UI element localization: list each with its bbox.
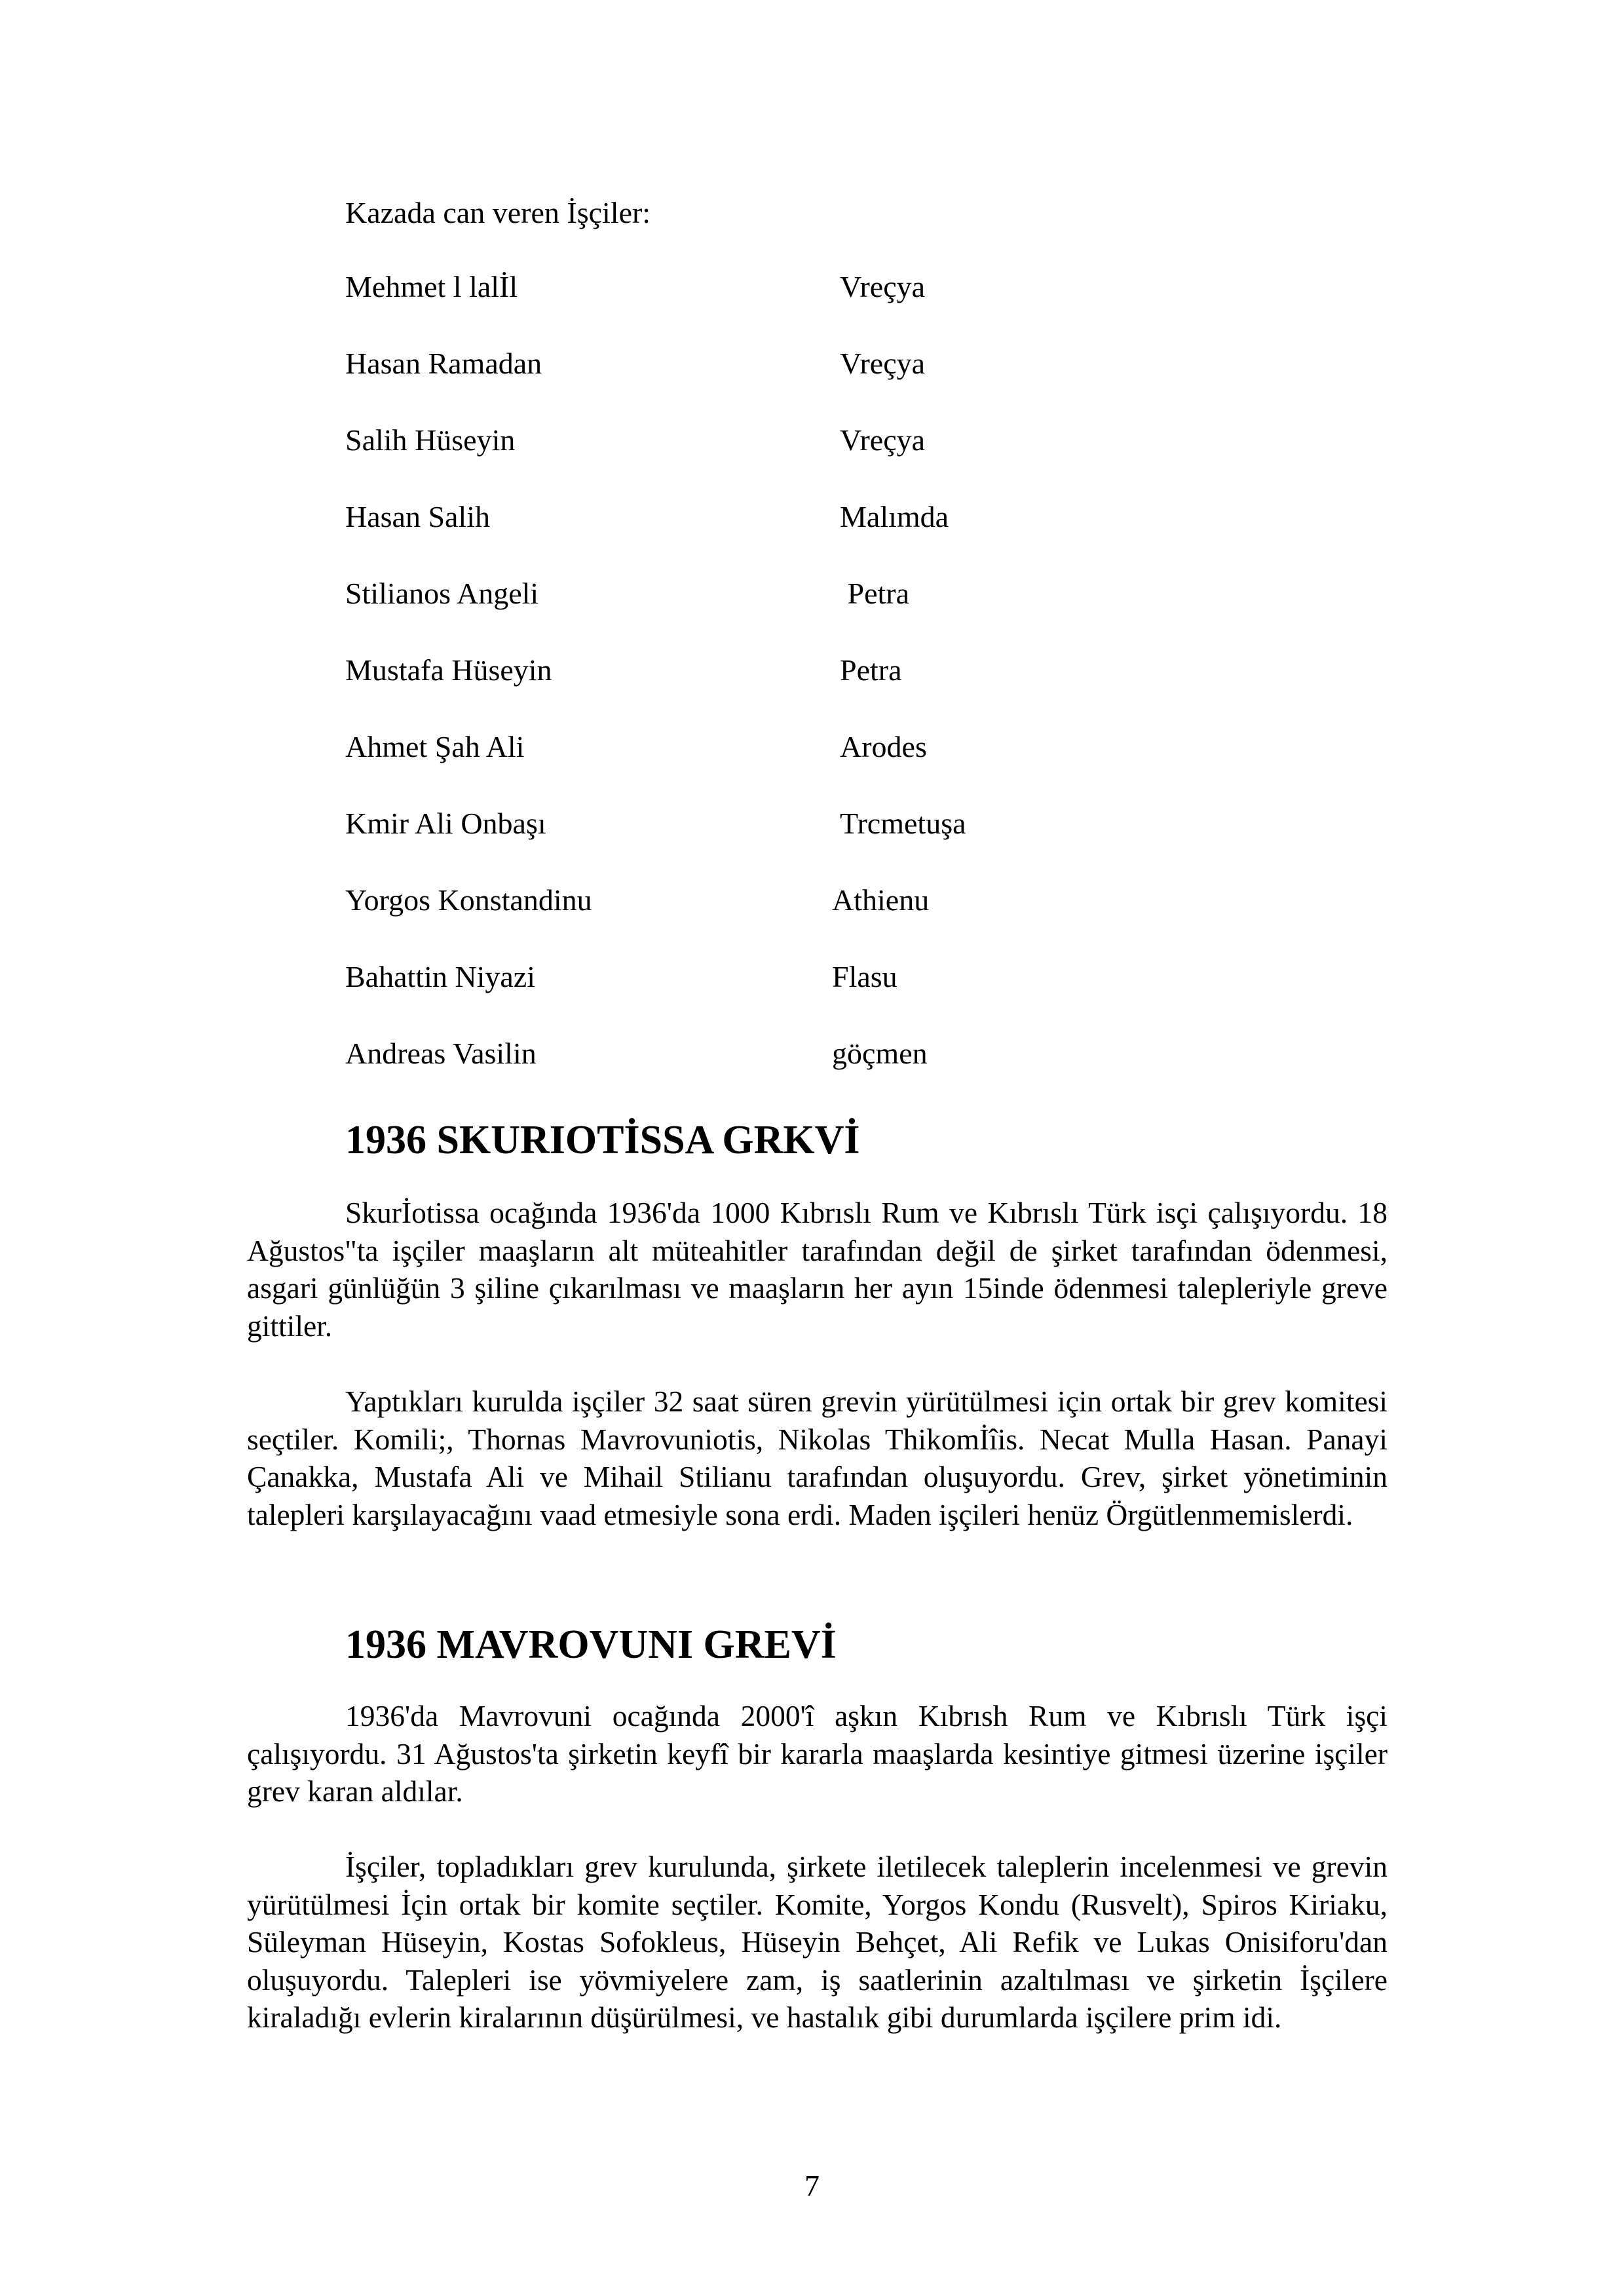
workers-list-intro: Kazada can veren İşçiler: xyxy=(345,196,651,229)
worker-name: Yorgos Konstandinu xyxy=(345,883,592,917)
worker-name: Mustafa Hüseyin xyxy=(345,653,552,687)
worker-village: Malımda xyxy=(840,500,949,533)
worker-row xyxy=(345,881,1262,957)
worker-village: Vreçya xyxy=(840,423,926,457)
body-paragraph: Skurİotissa ocağında 1936'da 1000 Kıbrıslı Rum ve Kıbrıslı Türk isçi çalışıyordu. 18 Ağustos"ta işçiler maaşların alt müteahitler tarafından değil de şirket tarafından ödenmesi, asgari günlüğün 3 şiline çıkarılması ve maaşların her ayın 15inde ödenmesi talepleriyle greve gittiler. xyxy=(247,1196,1388,1343)
worker-village: göçmen xyxy=(832,1037,928,1070)
worker-row xyxy=(345,1034,1262,1111)
workers-table xyxy=(345,267,1262,1111)
worker-village: Trcmetuşa xyxy=(840,807,966,840)
worker-name: Salih Hüseyin xyxy=(345,423,516,457)
section-heading-skuriotissa-strike: 1936 SKURIOTİSSA GRKVİ xyxy=(345,1118,860,1162)
body-paragraph: Yaptıkları kurulda işçiler 32 saat süren grevin yürütülmesi için ortak bir grev komitesi seçtiler. Komili;, Thornas Mavrovuniotis, Nikolas Thikomİîis. Necat Mulla Hasan. Panayi Çanakka, Mustafa Ali ve Mihail Stilianu tarafından oluşuyordu. Grev, şirket yönetiminin talepleri karşılayacağını vaad etmesiyle sona erdi. Maden işçileri henüz Örgütlenmemislerdi. xyxy=(247,1385,1388,1531)
worker-name: Hasan Ramadan xyxy=(345,347,542,380)
worker-row xyxy=(345,344,1262,421)
worker-name: Bahattin Niyazi xyxy=(345,960,535,993)
worker-village: Flasu xyxy=(832,960,897,993)
worker-village: Athienu xyxy=(832,883,930,917)
worker-row xyxy=(345,497,1262,574)
body-paragraph: 1936'da Mavrovuni ocağında 2000'î aşkın Kıbrısh Rum ve Kıbrıslı Türk işçi çalışıyordu. 31 Ağustos'ta şirketin keyfî bir kararla maaşlarda kesintiye gitmesi üzerine işçiler grev karan aldılar. xyxy=(247,1699,1388,1808)
worker-name: Andreas Vasilin xyxy=(345,1037,537,1070)
worker-row xyxy=(345,651,1262,727)
worker-village: Petra xyxy=(840,577,910,610)
worker-name: Hasan Salih xyxy=(345,500,491,533)
worker-row xyxy=(345,267,1262,344)
worker-village: Arodes xyxy=(840,730,927,763)
worker-row xyxy=(345,574,1262,651)
worker-name: Mehmet l lalİl xyxy=(345,270,518,303)
worker-name: Ahmet Şah Ali xyxy=(345,730,525,763)
section-heading-mavrovuni-strike: 1936 MAVROVUNI GREVİ xyxy=(345,1622,837,1667)
worker-row xyxy=(345,421,1262,497)
worker-row xyxy=(345,804,1262,881)
worker-row xyxy=(345,957,1262,1034)
worker-name: Stilianos Angeli xyxy=(345,577,539,610)
worker-village: Petra xyxy=(840,653,902,687)
worker-name: Kmir Ali Onbaşı xyxy=(345,807,546,840)
body-paragraph: İşçiler, topladıkları grev kurulunda, şirkete iletilecek taleplerin incelenmesi ve grevin yürütülmesi İçin ortak bir komite seçtiler. Komite, Yorgos Kondu (Rusvelt), Spiros Kiriaku, Süleyman Hüseyin, Kostas Sofokleus, Hüseyin Behçet, Ali Refik ve Lukas Onisiforu'dan oluşuyordu. Talepleri ise yövmiyelere zam, iş saatlerinin azaltılması ve şirketin İşçilere kiraladığı evlerin kiralarının düşürülmesi, ve hastalık gibi durumlarda işçilere prim idi. xyxy=(247,1850,1388,2034)
worker-village: Vreçya xyxy=(840,347,926,380)
worker-village: Vreçya xyxy=(840,270,926,303)
page-number: 7 xyxy=(804,2169,820,2202)
worker-row xyxy=(345,727,1262,804)
